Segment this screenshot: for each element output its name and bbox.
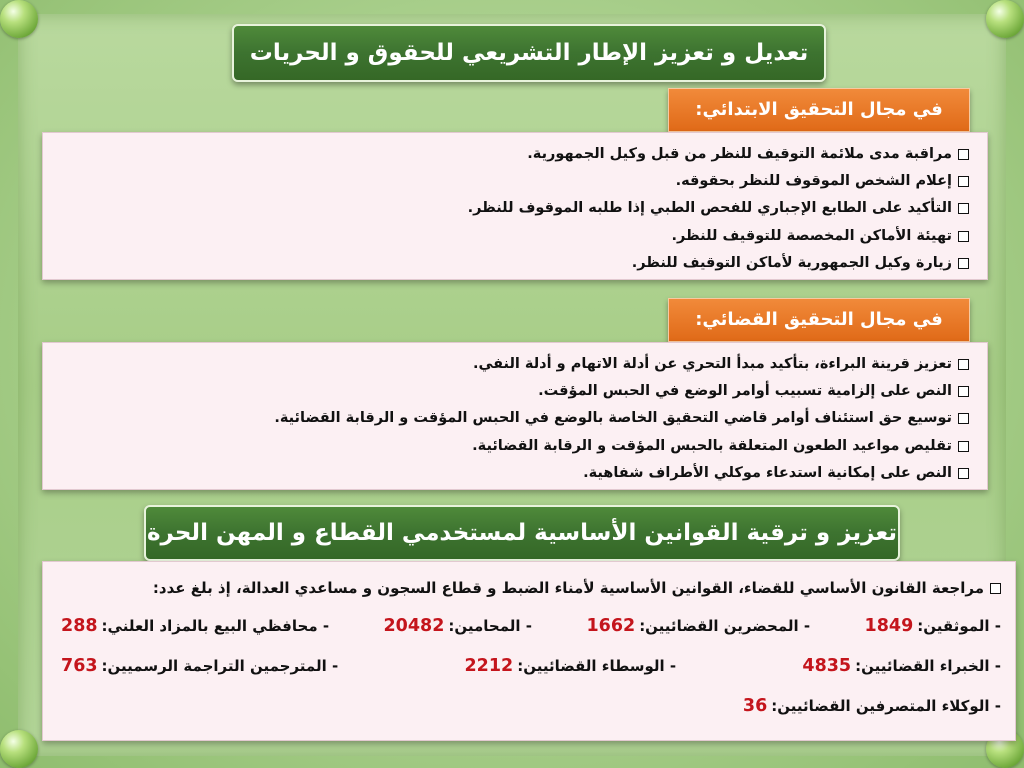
corner-orb-top-left xyxy=(0,0,38,38)
stat-label: - الوكلاء المتصرفين القضائيين: xyxy=(771,697,1001,715)
list-item-text: التأكيد على الطابع الإجباري للفحص الطبي إذا طلبه الموقوف للنظر. xyxy=(467,200,952,217)
checkbox-icon xyxy=(958,258,969,269)
stat-mediators xyxy=(461,646,677,686)
stats-row-3 xyxy=(57,686,1001,726)
list-item-text: مراقبة مدى ملائمة التوقيف للنظر من قبل وكيل الجمهورية. xyxy=(527,146,952,162)
stat-auctioneers xyxy=(57,606,329,646)
section-heading-preliminary: في مجال التحقيق الابتدائي: xyxy=(668,88,970,132)
corner-orb-top-right xyxy=(986,0,1024,38)
slide-title-1: تعديل و تعزيز الإطار التشريعي للحقوق و الحريات xyxy=(232,24,826,82)
stat-experts xyxy=(798,646,1001,686)
stat-label: - الموثقين: xyxy=(917,617,1001,635)
checkbox-icon xyxy=(958,359,969,370)
checkbox-icon xyxy=(958,231,969,242)
checkbox-icon xyxy=(958,149,969,160)
stat-label: - المترجمين التراجمة الرسميين: xyxy=(101,657,339,675)
stat-lawyers xyxy=(380,606,533,646)
stat-value: 2212 xyxy=(464,656,514,676)
stat-label: - المحضرين القضائيين: xyxy=(639,617,811,635)
stat-value: 763 xyxy=(61,656,98,676)
intro-text: مراجعة القانون الأساسي للقضاء، القوانين الأساسية لأمناء الضبط و قطاع السجون و مساعدي العدالة، إذ بلغ عدد: xyxy=(152,579,984,597)
stat-agents xyxy=(739,686,1001,726)
stat-value: 1849 xyxy=(864,616,914,636)
list-item-text: تعزيز قرينة البراءة، بتأكيد مبدأ التحري عن أدلة الاتهام و أدلة النفي. xyxy=(472,356,952,372)
corner-orb-bottom-left xyxy=(0,730,38,768)
stats-row-1 xyxy=(57,606,1001,646)
list-item-text: تهيئة الأماكن المخصصة للتوقيف للنظر. xyxy=(671,227,952,244)
stat-label: - الخبراء القضائيين: xyxy=(855,657,1001,675)
stat-value: 1662 xyxy=(586,616,636,636)
stat-label: - الوسطاء القضائيين: xyxy=(517,657,677,675)
list-item xyxy=(53,195,969,222)
intro-row xyxy=(57,570,1001,606)
list-item xyxy=(53,405,969,432)
slide-title-2: تعزيز و ترقية القوانين الأساسية لمستخدمي القطاع و المهن الحرة xyxy=(144,505,900,561)
list-item xyxy=(53,250,969,277)
checkbox-icon xyxy=(958,413,969,424)
panel-judicial-investigation xyxy=(42,342,988,490)
stat-notaries xyxy=(861,606,1001,646)
list-item-text: تقليص مواعيد الطعون المتعلقة بالحبس المؤقت و الرقابة القضائية. xyxy=(472,437,952,454)
stat-translators xyxy=(57,646,338,686)
list-item-text: زيارة وكيل الجمهورية لأماكن التوقيف للنظر. xyxy=(631,254,952,271)
checkbox-icon xyxy=(958,176,969,187)
list-item xyxy=(53,351,969,378)
list-item-text: توسيع حق استئناف أوامر قاضي التحقيق الخاصة بالوضع في الحبس المؤقت و الرقابة القضائية. xyxy=(274,410,952,427)
panel-professions-statistics xyxy=(42,561,1016,741)
checkbox-icon xyxy=(958,441,969,452)
list-item-text: النص على إمكانية استدعاء موكلي الأطراف شفاهية. xyxy=(583,464,952,481)
checkbox-icon xyxy=(958,203,969,214)
panel-preliminary-investigation xyxy=(42,132,988,280)
list-item xyxy=(53,141,969,168)
checkbox-icon xyxy=(958,386,969,397)
stat-value: 4835 xyxy=(802,656,852,676)
list-item xyxy=(53,168,969,195)
stat-label: - المحامين: xyxy=(448,617,533,635)
section-heading-judicial: في مجال التحقيق القضائي: xyxy=(668,298,970,342)
stat-value: 288 xyxy=(61,616,98,636)
list-item-text: إعلام الشخص الموقوف للنظر بحقوقه. xyxy=(675,173,952,190)
stat-bailiffs xyxy=(582,606,810,646)
checkbox-icon xyxy=(958,468,969,479)
list-item-text: النص على إلزامية تسبيب أوامر الوضع في الحبس المؤقت. xyxy=(538,383,952,400)
stat-value: 36 xyxy=(742,696,768,716)
list-item xyxy=(53,433,969,460)
list-item xyxy=(53,378,969,405)
stats-row-2 xyxy=(57,646,1001,686)
list-item xyxy=(53,460,969,487)
stat-label: - محافظي البيع بالمزاد العلني: xyxy=(101,617,330,635)
checkbox-icon xyxy=(990,583,1001,594)
list-item xyxy=(53,223,969,250)
stat-value: 20482 xyxy=(383,616,445,636)
